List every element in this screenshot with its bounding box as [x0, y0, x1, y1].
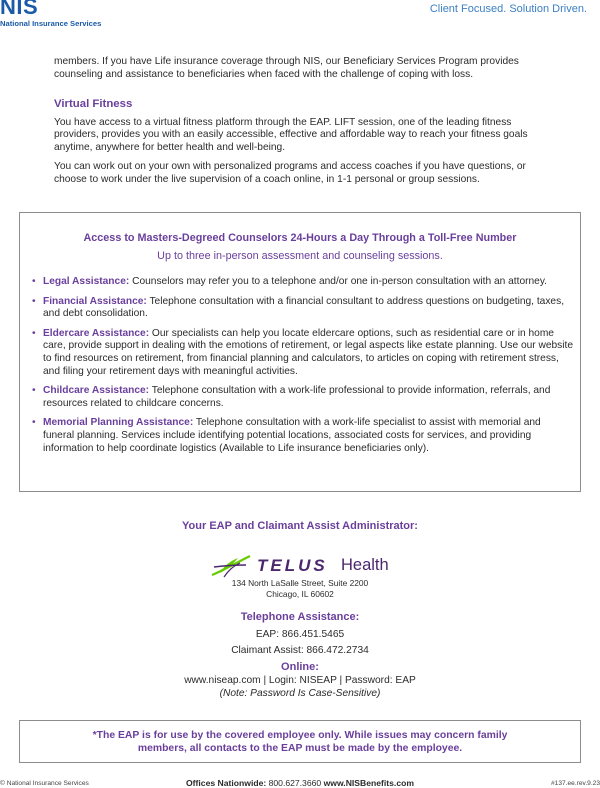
offices-label: Offices Nationwide: [186, 778, 267, 788]
services-list [32, 276, 574, 462]
password-note: (Note: Password Is Case-Sensitive) [219, 688, 381, 699]
bullet: • [32, 295, 36, 307]
service-term: Eldercare Assistance: [43, 327, 150, 339]
telephone-heading: Telephone Assistance: [240, 611, 360, 623]
bullet: • [32, 417, 36, 429]
bullet: • [32, 327, 36, 339]
telus-wordmark: TELUS [257, 556, 328, 575]
list-item [32, 328, 574, 378]
service-text: Telephone consultation with a work-life professional to provide information, referrals, and resources related to childcare concerns. [43, 385, 551, 409]
service-term: Memorial Planning Assistance: [43, 417, 194, 429]
telus-health-suffix: Health [341, 556, 389, 574]
bullet: • [32, 276, 36, 287]
footer-contact [0, 778, 600, 788]
service-term: Legal Assistance: [43, 276, 130, 287]
virtual-fitness-section [54, 98, 544, 187]
intro-paragraph: members. If you have Life insurance coverage through NIS, our Beneficiary Services Program provides counseling and assistance to beneficiaries when faced with the challenge of coping with loss. [54, 56, 519, 80]
logo-mark: NIS [0, 0, 39, 19]
bullet: • [32, 385, 36, 397]
footer-copyright: © National Insurance Services [0, 780, 89, 787]
website-link[interactable]: www.NISBenefits.com [323, 778, 414, 788]
administrator-heading: Your EAP and Claimant Assist Administrator: [182, 520, 418, 532]
logo-subtitle: National Insurance Services [0, 19, 102, 28]
eap-phone: EAP: 866.451.5465 [255, 629, 345, 640]
list-item [32, 417, 574, 455]
notice-line-1: *The EAP is for use by the covered employee only. While issues may concern family [92, 730, 508, 741]
online-heading: Online: [281, 661, 319, 673]
service-text: Telephone consultation with a work-life specialist to assist with memorial and funeral planning. Services include identifying potential locations, associated costs for services, and providing information to help coordinate logistics (Available to Life insurance beneficiaries only). [43, 417, 541, 454]
intro-section [54, 56, 544, 81]
counselors-box [19, 212, 581, 492]
list-item [32, 276, 574, 289]
online-login: www.niseap.com | Login: NISEAP | Password: EAP [184, 675, 416, 686]
footer-doc-code: #137.ee.rev.9.23 [550, 780, 600, 787]
list-item [32, 385, 574, 410]
service-text: Our specialists can help you locate eldercare options, such as residential care or in home care, provide support in dealing with the emotions of retirement, or legal aspects like estate planning. Use our website to find resources on retirement, from financial planning and calculators, to articles on coping with retirement stress, and filing your retirement days with meaningful activities. [43, 327, 574, 377]
counselors-box-subtitle: Up to three in-person assessment and counseling sessions. [157, 250, 443, 262]
eap-usage-notice [19, 720, 581, 763]
nis-logo [0, 0, 101, 28]
tagline: Client Focused. Solution Driven. [429, 3, 587, 15]
notice-line-2: members, all contacts to the EAP must be made by the employee. [137, 743, 463, 754]
virtual-fitness-paragraph-1: You have access to a virtual fitness platform through the EAP. LIFT session, one of the leading fitness providers, provides you with an easily accessible, effective and affordable way to reach your fitness goals anytime, anywhere for better health and well-being. [54, 116, 528, 153]
address-line-2: Chicago, IL 60602 [266, 589, 334, 599]
service-text: Telephone consultation with a financial consultant to address questions on budgeting, taxes, and debt consolidation. [43, 295, 565, 320]
offices-phone: 800.627.3660 [266, 778, 324, 788]
counselors-box-title: Access to Masters-Degreed Counselors 24-Hours a Day Through a Toll-Free Number [83, 232, 517, 244]
telus-leaf-icon [210, 553, 254, 579]
list-item [32, 296, 574, 321]
virtual-fitness-heading: Virtual Fitness [54, 98, 133, 110]
service-term: Financial Assistance: [43, 295, 147, 307]
telus-health-logo [210, 553, 410, 579]
address-line-1: 134 North LaSalle Street, Suite 2200 [231, 578, 369, 588]
virtual-fitness-paragraph-2: You can work out on your own with personalized programs and access coaches if you have questions, or choose to work under the live supervision of a coach online, in 1-1 personal or group sessions. [54, 161, 526, 185]
service-term: Childcare Assistance: [43, 385, 150, 397]
claimant-phone: Claimant Assist: 866.472.2734 [231, 645, 369, 656]
service-text: Counselors may refer you to a telephone and/or one in-person consultation with an attorney. [129, 276, 548, 287]
